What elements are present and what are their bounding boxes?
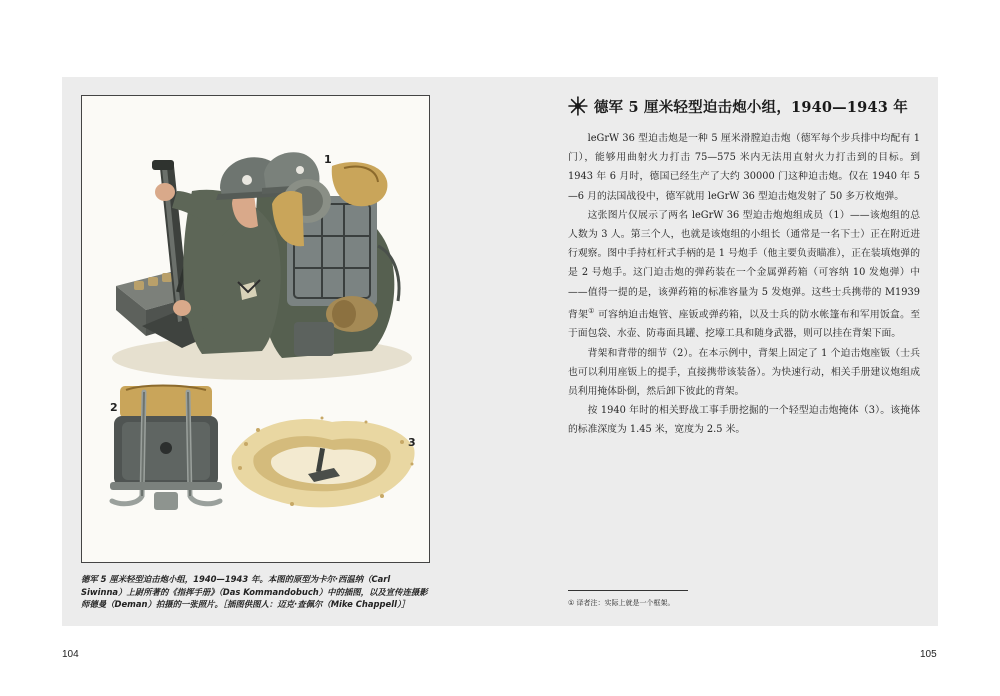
iron-cross-star-emblem-icon [568,96,588,116]
illustration-plate [81,95,430,563]
page-number-right: 105 [920,649,937,660]
section-title: 德军 5 厘米轻型迫击炮小组，1940—1943 年 [593,98,908,116]
figure-3-mortar-pit [232,417,415,508]
figure-2-back-frame [110,386,222,511]
mortar-crew-illustration [82,96,430,563]
figure-label-3: 3 [408,436,416,449]
figure-1-mortar-crew [112,152,412,380]
illustration-caption: 德军 5 厘米轻型迫击炮小组，1940—1943 年。本图的原型为卡尔·西温纳（Carl Siwinna）上尉所著的《指挥手册》（Das Kommandobuch）中的插图，以及宣传连摄影师德曼（Deman）拍摄的一张照片。［插图供图人：迈克·查佩尔（Mike Chappell）］ [81,574,428,609]
paragraph-1: leGrW 36 型迫击炮是一种 5 厘米滑膛迫击炮（德军每个步兵排中均配有 1 门），能够用曲射火力打击 75—575 米内无法用直射火力打击到的目标。到 1943 年 6 月时，德国已经生产了大约 30000 门这种迫击炮。仅在 1940 年 5—6 月的法国战役中，德军就用 leGrW 36 型迫击炮发射了 50 多万枚炮弹。 [568,133,920,202]
article-body [568,129,920,440]
section-heading [568,95,908,117]
figure-label-1: 1 [324,153,332,166]
footnote-divider [568,590,688,591]
paragraph-3: 背架和背带的细节（2）。在本示例中，背架上固定了 1 个迫击炮座钣（士兵也可以利用座钣上的提手，直接携带该装备）。为快速行动，相关手册建议炮组成员利用掩体卧倒，然后卸下彼此的背架。 [568,347,920,397]
page-number-left: 104 [62,649,79,660]
paragraph-4: 按 1940 年时的相关野战工事手册挖掘的一个轻型迫击炮掩体（3）。该掩体的标准深度为 1.45 米，宽度为 2.5 米。 [568,405,920,436]
figure-label-2: 2 [110,401,118,414]
paragraph-2-text: 这张图片仅展示了两名 leGrW 36 型迫击炮炮组成员（1）——该炮组的总人数为 3 人。第三个人，也就是该炮组的小组长（通常是一名下士）正在附近进行观察。图中手持杠杆式手柄的是 1 号炮手（他主要负责瞄准），正在装填炮弹的是 2 号炮手。这门迫击炮的弹药装在一个金属弹药箱（可容纳 10 发炮弹）中——值得一提的是，该弹药箱的标准容量为 5 发炮弹。这些士兵携带的 M1939 背架 [568,209,920,321]
paragraph-2 [568,206,920,344]
footnote: ① 译者注：实际上就是一个框架。 [568,599,675,607]
footnote-reference[interactable]: ① [588,306,595,315]
paragraph-2-continuation: 可容纳迫击炮管、座钣或弹药箱，以及士兵的防水帐篷布和军用饭盒。至于面包袋、水壶、防毒面具罐、挖壕工具和随身武器，则可以挂在背架下面。 [568,309,920,340]
